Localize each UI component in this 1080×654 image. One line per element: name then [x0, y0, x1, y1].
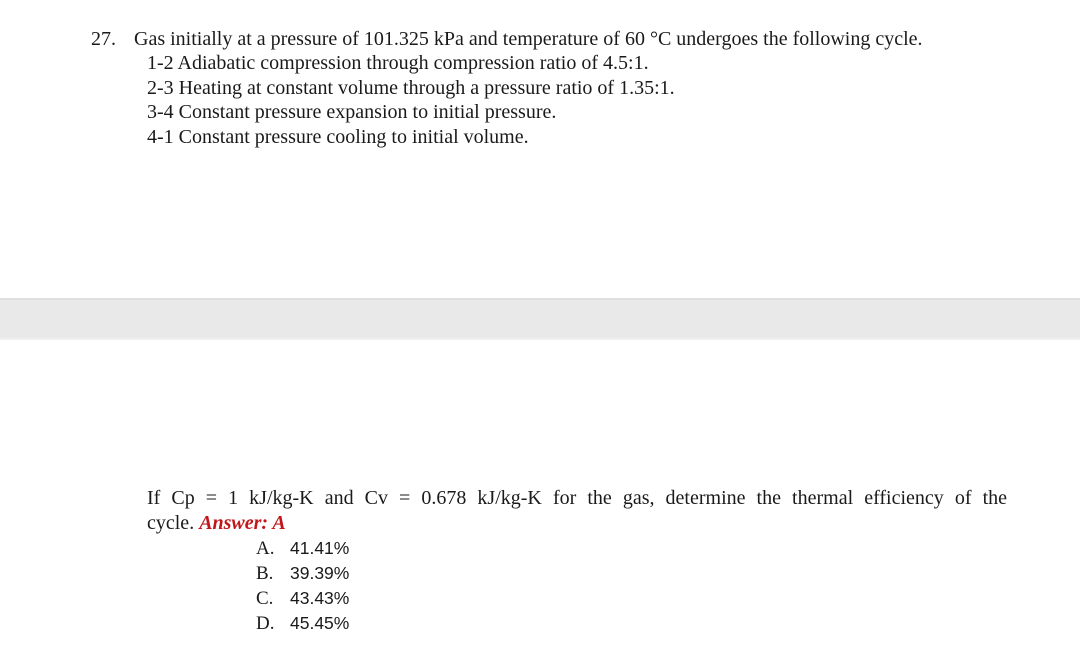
- choice-d: [256, 611, 349, 636]
- choice-a: [256, 536, 349, 561]
- cycle-step: 3-4 Constant pressure expansion to initial pressure.: [147, 101, 557, 123]
- choice-value: 39.39%: [290, 563, 350, 583]
- choice-letter: C.: [256, 588, 274, 609]
- choice-letter: A.: [256, 538, 275, 559]
- choice-letter: D.: [256, 613, 275, 634]
- given-text-end: cycle.: [147, 511, 195, 534]
- cycle-step: 1-2 Adiabatic compression through compression ratio of 4.5:1.: [147, 52, 649, 74]
- choice-c: [256, 586, 349, 611]
- answer-key: Answer: A: [199, 511, 286, 534]
- answer-choices-list: [256, 536, 349, 636]
- given-text-line-1: If Cp = 1 kJ/kg-K and Cv = 0.678 kJ/kg-K for the gas, determine the thermal efficiency of the: [147, 487, 1007, 509]
- page-break-divider: [0, 298, 1080, 340]
- given-text-line-2: [147, 511, 1007, 536]
- cycle-step: 4-1 Constant pressure cooling to initial volume.: [147, 125, 529, 148]
- cycle-step: 2-3 Heating at constant volume through a pressure ratio of 1.35:1.: [147, 76, 675, 99]
- choice-value: 45.45%: [290, 613, 350, 633]
- document-page-top: [0, 0, 1080, 298]
- question-stem: Gas initially at a pressure of 101.325 kPa and temperature of 60 °C undergoes the following cycle.: [134, 28, 923, 50]
- given-data-paragraph: [147, 486, 1007, 535]
- choice-value: 43.43%: [290, 588, 350, 608]
- choice-b: [256, 561, 349, 586]
- question-number: 27.: [91, 28, 116, 50]
- choice-letter: B.: [256, 563, 274, 584]
- cycle-steps-list: [147, 51, 675, 149]
- choice-value: 41.41%: [290, 538, 350, 558]
